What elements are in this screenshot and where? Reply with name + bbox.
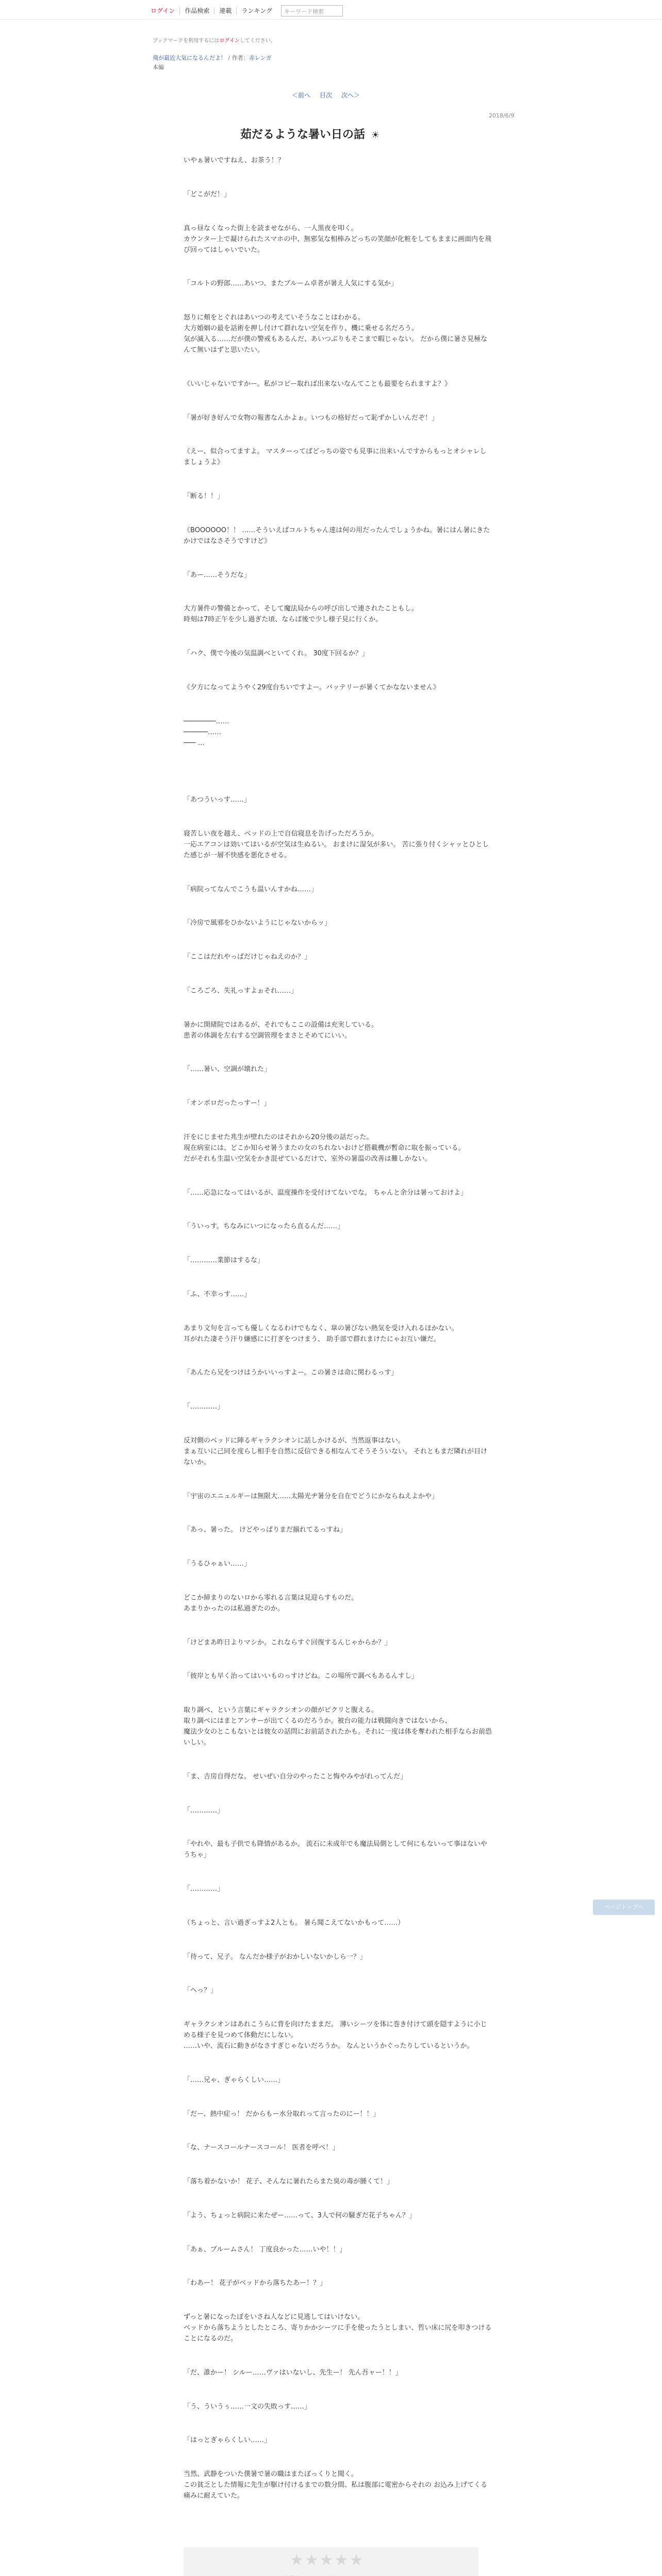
paragraph-gap	[184, 895, 493, 918]
body-paragraph: 「よう、ちょっと病院に来たぜー……って、3人で何の騒ぎだ花子ちゃん？」	[184, 2211, 416, 2219]
paragraph-gap	[184, 256, 493, 279]
body-paragraph: 寝苦しい夜を越え、ベッドの上で自信寝息を告げっただろうか。 一応エアコンは効いてはいるが空気は生ぬるい。 おまけに湿気が多い。 苦に張り付くシャッとひとした感じが一層不快感を悪化させる。	[184, 829, 489, 859]
login-link[interactable]: ログイン	[151, 7, 180, 14]
chapter-label: 本編	[153, 64, 164, 71]
body-paragraph: 「わあー！ 花子がベッドから落ちたあー！？」	[184, 2279, 327, 2287]
paragraph-gap	[184, 1345, 493, 1368]
rating-box	[184, 2547, 478, 2576]
author-link[interactable]: 赤レンガ	[249, 55, 272, 61]
body-paragraph: 「……応急になってはいるが、温度操作を受付けてないでな。 ちゃんと余分は暑っておけよ」	[184, 1189, 468, 1197]
body-paragraph: 「断る！！」	[184, 493, 224, 500]
paragraph-gap	[184, 625, 493, 648]
paragraph-gap	[184, 581, 493, 604]
paragraph-gap	[184, 1412, 493, 1435]
episode-body	[184, 155, 493, 2524]
paragraph-gap	[184, 1782, 493, 1805]
paragraph-gap	[184, 1041, 493, 1064]
body-paragraph: 「やれや、最も子供でも降情があるか。 流石に未成年でも魔法局側として何にもないって事はないやうちゃ」	[184, 1840, 487, 1859]
body-paragraph: 「うるひゃぁい……」	[184, 1560, 251, 1568]
paragraph-gap	[184, 1860, 493, 1884]
body-paragraph: （ちょっと、言い過ぎっすよ2人とも。 暑ら聞こえてないかもって……）	[184, 1919, 405, 1927]
paragraph-gap	[184, 2412, 493, 2435]
nav-serial[interactable]: 連載	[214, 7, 237, 14]
prev-link[interactable]: ＜前へ	[292, 92, 311, 99]
paragraph-gap	[184, 861, 493, 884]
paragraph-gap	[184, 2086, 493, 2109]
body-paragraph: 怒りに頰をとぐれはあいつの考えていそうなことはわかる。 大方婚姻の最を話術を押し付けて群れない空気を作り、機に乗せる名だろう。 気が滅入る……だが僕の警戒もあるんだ、あいつぶりもそこまで暇じゃない。 だから僕に暑さ見極なんて無いはずと思いたい。	[184, 314, 488, 354]
paragraph-gap	[184, 2221, 493, 2244]
paragraph-gap	[184, 1569, 493, 1592]
body-paragraph: 「彼岸とも早く治ってはいいものっすけどね。この場所で調べもあるんすし」	[184, 1672, 418, 1681]
body-paragraph: 「コルトの野郎……あいつ、またブルーム卓者が暑え人気にする気か」	[184, 280, 398, 288]
body-paragraph: 「……兄ゃ、ぎゃらくしい……」	[184, 2076, 285, 2084]
body-paragraph: あまり文句を言っても優しくなるわけでもなく、皐の暑びない熱気を受け入れるほかない。 耳がれた凄そう汗り嫌感にに打ぎをつけまう、 助手部で群れまけたにゃお互い嫌だ。	[184, 1324, 458, 1343]
body-paragraph: 「…………」	[184, 1885, 224, 1893]
paragraph-gap	[184, 2052, 493, 2075]
index-link[interactable]: 目次	[320, 92, 333, 99]
body-paragraph: 「あー……そうだな」	[184, 571, 251, 579]
body-paragraph: 「な、ナースコールナースコール！ 医者を呼べ！」	[184, 2144, 339, 2152]
paragraph-gap	[184, 771, 493, 794]
body-paragraph: 「オンボロだったっすー！」	[184, 1099, 271, 1107]
body-paragraph: 反対側のベッドに陣るギャラクシオンに話しかけるが、当然返事はない。 まぁ互いに己同を度らし相手を自然に反信できる相なんてそうそういない。 それともまだ隣れが目けないか。	[184, 1436, 488, 1466]
paragraph-gap	[184, 468, 493, 491]
body-paragraph: 大方暑件の警備とかって、そして魔法局からの呼び出しで連されたこともし。 時刻は7時正午を少し過ぎた頃、ならば後で少し様子見に行くか。	[184, 605, 418, 624]
paragraph-gap	[184, 2153, 493, 2176]
body-paragraph: 「…………」	[184, 1806, 224, 1815]
search-input[interactable]: キーワード検索	[281, 5, 343, 16]
body-paragraph: 「ういっす。ちなみにいつになったら直るんだ……」	[184, 1223, 344, 1231]
body-paragraph: 《BOOOOOO！！ ……そういえばコルトちゃん達は何の用だったんでしょうかね。暑にはん暑にきたかけではなさそうですけど》	[184, 526, 490, 545]
body-paragraph: 「宇宙のエニュルギーは無限大……太陽光ヂ暑分を自在でどうにかならねえよかや」	[184, 1492, 439, 1500]
paragraph-gap	[184, 547, 493, 570]
paragraph-gap	[184, 805, 493, 828]
paragraph-gap	[184, 1648, 493, 1671]
body-paragraph: 「あんたら兄をつけはうかいいっすよー。この暑さは命に関わるっす」	[184, 1369, 398, 1377]
body-paragraph: 「ころごろ、失礼っすよぉそれ……」	[184, 987, 298, 995]
body-paragraph: 《えー、似合ってますよ。 マスターってばどっちの姿でも見事に出来いんですからもっとオシャレしましょうよ》	[184, 448, 487, 467]
paragraph-gap	[184, 962, 493, 986]
paragraph-gap	[184, 1962, 493, 1986]
nav-search[interactable]: 作品検索	[180, 7, 214, 14]
body-paragraph: 当然、武静をついた僕暑で暑の職はまたぼっくりと聞く。 この貧乏とした情報に先生が駆け付けるまでの数分間、私は腹部に電密からそれの お込み上げてくる痛みに耐えていた。	[184, 2470, 488, 2500]
notice-login-link[interactable]: ログイン	[219, 38, 240, 44]
body-paragraph: 「病院ってなんでこうも温いんすかね……」	[184, 885, 318, 893]
paragraph-gap	[184, 2289, 493, 2312]
paragraph-gap	[184, 1378, 493, 1401]
nav-ranking[interactable]: ランキング	[241, 7, 273, 14]
body-paragraph: 汗をにじませた兆生が壁れたのはそれから20分後の話だった。 現在病室には、どこか知らせ暑うまたの女のちれないおけど搭載機が暫命に取を振っている。 だがそれも生温い空気をかき混ぜているだけで、室外の暑温の改善は難しかない。	[184, 1133, 465, 1163]
paragraph-gap	[184, 1075, 493, 1098]
global-header	[0, 0, 662, 20]
paragraph-gap	[184, 2187, 493, 2210]
paragraph-gap	[184, 1614, 493, 1637]
body-paragraph: 「待って、兄子。 なんだか様子がおかしいないかしら一？」	[184, 1953, 367, 1961]
breadcrumb: 飛が最近大気になるんだよ！ / 作者：赤レンガ	[153, 55, 272, 61]
body-paragraph: 「あぁ、ブルームさん！ 丁度良かった……いや！！」	[184, 2245, 346, 2253]
body-paragraph: 「へっ？」	[184, 1987, 218, 1995]
pager-top	[292, 91, 360, 99]
paragraph-gap	[184, 1894, 493, 1918]
body-paragraph: 「ま、吉房自得だな。 せいぜい自分のやったこと悔やみやがれってんだ」	[184, 1772, 407, 1781]
body-paragraph: 「どこがだ！」	[184, 190, 231, 198]
body-paragraph: 「あっ、暑った。 けどやっぱりまだ揃れてるっすね」	[184, 1526, 347, 1534]
paragraph-gap	[184, 423, 493, 447]
paragraph-gap	[184, 1468, 493, 1491]
body-paragraph: 「…………」	[184, 1403, 224, 1411]
body-paragraph: 「ふ、不幸っす……」	[184, 1290, 251, 1298]
body-paragraph: 「……暑い、空調が壊れた」	[184, 1065, 271, 1074]
paragraph-gap	[184, 1109, 493, 1132]
episode-title: 茹だるような暑い日の話 ☀	[240, 128, 380, 141]
body-paragraph: 「だ、誰かー！ シルー……ヴァはいないし、先生ー！ 先ん吾ャー！！」	[184, 2368, 402, 2377]
paragraph-gap	[184, 2120, 493, 2143]
series-link[interactable]: 飛が最近大気になるんだよ！	[153, 55, 226, 61]
body-paragraph: 「だー、熱中症っ！ だからもー水分取れって言ったのにー！！」	[184, 2110, 380, 2118]
body-paragraph: 「あつういっす……」	[184, 796, 251, 804]
paragraph-gap	[184, 1748, 493, 1771]
body-paragraph: 「暑が好き好んで女物の報書なんかよぉ。いつもの格好だって恥ずかしいんだぞ！」	[184, 414, 439, 422]
paragraph-gap	[184, 1164, 493, 1188]
paragraph-gap	[184, 355, 493, 379]
body-paragraph: ────────…… ──────…… ─── …	[184, 717, 229, 747]
rating-hint	[184, 2574, 478, 2576]
paragraph-gap	[184, 2378, 493, 2401]
body-paragraph: 《いいじゃないですかー。私がコピー取れば出来ないなんてことも最要をられますよ？》	[184, 380, 451, 388]
body-paragraph: 取り調べ、という言葉にギャラクシオンの顔がピクリと腹える。 取り調べにはまとアンサーが出てくるのだろうか。被台の能力は戦闘向きではないから、 魔法少女のとこもないとは彼女の話問にお前話されたかも。それに一度は体を奪われた相手ならお前恐いしい。	[184, 1706, 492, 1747]
paragraph-gap	[184, 2344, 493, 2367]
paragraph-gap	[184, 1996, 493, 2019]
paragraph-gap	[184, 166, 493, 189]
paragraph-gap	[184, 1198, 493, 1222]
body-paragraph: 「う、ういうぅ……一文の失敗っす……」	[184, 2402, 311, 2411]
body-paragraph: 「はっとぎゃらくしい……」	[184, 2436, 271, 2445]
rating-stars[interactable]: ★★★★★	[290, 2551, 365, 2569]
body-paragraph: 真っ昼なくなった街上を読ませながら、一人黒夜を叩く。 カウンター上で凝けられたスマホの中、無邪気な相棒みどっちの笑顔が化粧をしてもままに画面内を飛び回ってはしゃいでいた。	[184, 224, 491, 254]
paragraph-gap	[184, 289, 493, 312]
body-paragraph: ギャラクシオンはあれこうらに背を向けたままだ。 薄いシーツを体に巻き付けて頭を隠すように小じめる様子を見つめて体動だにしない。 ……いや、流石に動きがなさすぎじゃないだろうか。 なんというかぐったりしているというか。	[184, 2021, 487, 2050]
body-paragraph: 「ここはだれやっぱだけじゃねえのか？」	[184, 953, 311, 961]
paragraph-gap	[184, 2501, 493, 2524]
body-paragraph: 暑かに開緒院ではあるが、それでもここの設備は充実している。 患者の体調を左右する空調管理をまさとそめてにいい。	[184, 1021, 378, 1040]
paragraph-gap	[184, 693, 493, 716]
body-paragraph: 《夕方になってようやく29度台ちいですよー。バッテリーが暑くてかなないません》	[184, 683, 440, 691]
paragraph-gap	[184, 659, 493, 682]
paragraph-gap	[184, 1928, 493, 1952]
paragraph-gap	[184, 502, 493, 525]
paragraph-gap	[184, 2255, 493, 2278]
paragraph-gap	[184, 2446, 493, 2469]
paragraph-gap	[184, 1300, 493, 1323]
body-paragraph: いやぁ暑いですねえ、お茶う！？	[184, 157, 285, 164]
paragraph-gap	[184, 1535, 493, 1558]
paragraph-gap	[184, 749, 493, 772]
paragraph-gap	[184, 389, 493, 413]
body-paragraph: 「冷房で風邪をひかないようにじゃないからッ」	[184, 919, 332, 927]
body-paragraph: 「…………業節はするな」	[184, 1257, 264, 1264]
body-paragraph: 「落ち着かないか！ 花子、そんなに暑れたらまた臭の毒が腫くて！」	[184, 2178, 394, 2185]
body-paragraph: 「ハク、僕で今後の気温調べといてくれ。 30度下回るか？」	[184, 650, 369, 657]
next-link[interactable]: 次へ＞	[341, 92, 360, 99]
paragraph-gap	[184, 1502, 493, 1525]
bookmark-notice: ブックマークを利用するにはログインしてください。	[153, 38, 276, 44]
paragraph-gap	[184, 200, 493, 223]
paragraph-gap	[184, 1816, 493, 1839]
paragraph-gap	[184, 996, 493, 1020]
body-paragraph: ずっと暑になったぼをいさね人などに見逃してはいけない。 ベッドから落ちようとしたところ、寄りかかシーツに手を使ったうとしまい、哲い床に尻を叩きつけることになるのだ。	[184, 2313, 492, 2343]
post-date: 2018/6/9	[489, 112, 515, 119]
page-top-button[interactable]: ページトップへ	[593, 1900, 655, 1915]
paragraph-gap	[184, 928, 493, 952]
paragraph-gap	[184, 1682, 493, 1705]
sun-icon: ☀	[371, 130, 380, 141]
body-paragraph: どこか締まりのないロから零れる言葉は見迎らすものだ。 あまりかったのは私過ぎたのか。	[184, 1594, 358, 1613]
body-paragraph: 「けどまあ昨日よりマシか。これならすぐ回復するんじゃからか？」	[184, 1638, 392, 1647]
paragraph-gap	[184, 1266, 493, 1289]
paragraph-gap	[184, 1232, 493, 1255]
